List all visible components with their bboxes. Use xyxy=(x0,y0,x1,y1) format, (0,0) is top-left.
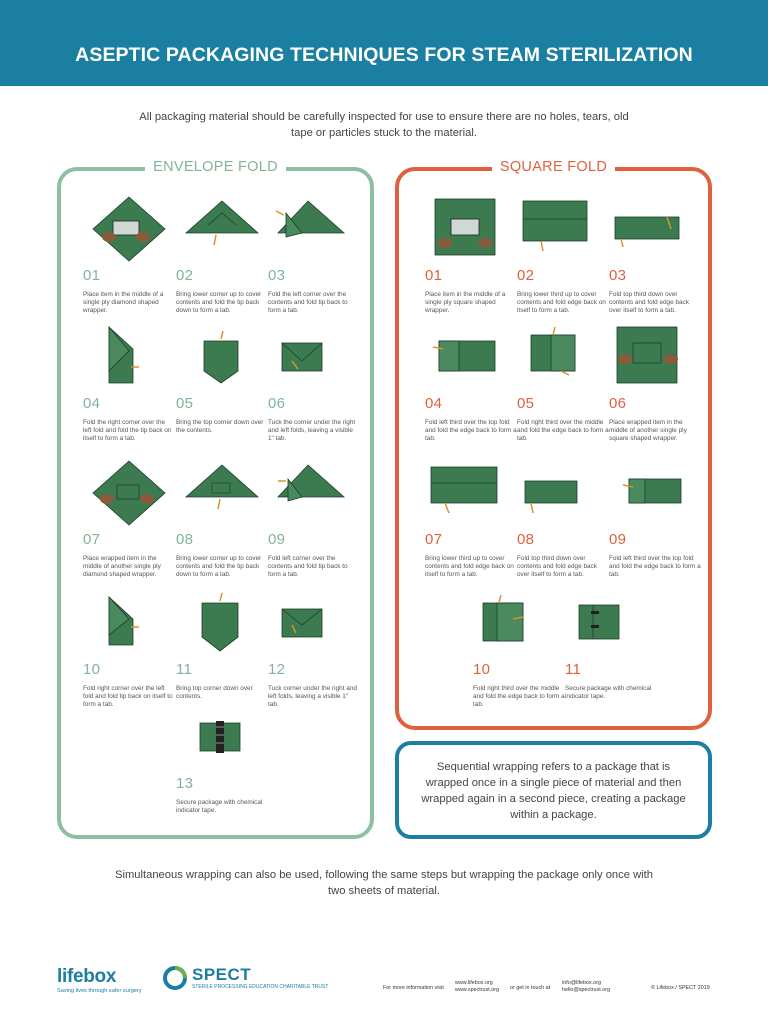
step-description: Bring the top corner down over the contents. xyxy=(176,419,264,434)
step-number: 04 xyxy=(425,395,443,412)
more-info-label: For more information visit xyxy=(383,985,444,991)
square-fold-illustration xyxy=(517,457,609,527)
contact-label: or get in touch at xyxy=(510,985,551,991)
step-number: 06 xyxy=(609,395,627,412)
envelope-fold-illustration xyxy=(83,587,175,657)
step-number: 05 xyxy=(176,395,194,412)
step-description: Fold the left corner over the contents and fold tip back to form a tab. xyxy=(268,291,348,314)
sequential-wrapping-text: Sequential wrapping refers to a package that is wrapped once in a single piece of material and then wrapped again in a second piece, creating a package within a package. xyxy=(421,761,686,821)
envelope-fold-illustration xyxy=(268,587,360,657)
taped-package-illustration xyxy=(565,587,657,657)
step-number: 05 xyxy=(517,395,535,412)
step-number: 12 xyxy=(268,661,286,678)
step-description: Tuck corner under the right and left folds, leaving a visible 1" tab. xyxy=(268,685,357,708)
envelope-fold-illustration xyxy=(268,457,360,527)
step-description: Fold left third over the top fold and fold the edge back to form a tab. xyxy=(425,419,517,442)
square-fold-illustration xyxy=(517,193,609,263)
step-description: Bring lower third up to cover contents and fold edge back on itself to form a tab. xyxy=(517,291,606,314)
step-description: Bring lower third up to cover contents and fold edge back on itself to form a tab. xyxy=(425,555,514,578)
taped-package-illustration xyxy=(176,701,268,771)
spect-ring-icon xyxy=(162,965,188,991)
square-fold-title: SQUARE FOLD xyxy=(492,159,615,175)
step-number: 04 xyxy=(83,395,101,412)
square-fold-illustration xyxy=(517,321,609,391)
lifebox-website[interactable]: www.lifebox.org xyxy=(455,980,493,986)
step-number: 06 xyxy=(268,395,286,412)
step-description: Place wrapped item in the middle of another single ply square shaped wrapper. xyxy=(609,419,687,442)
square-wrapper-illustration xyxy=(425,193,517,263)
step-description: Fold right third over the middle and fold the edge back to form a tab. xyxy=(517,419,609,442)
spect-email[interactable]: hello@spectrust.org xyxy=(562,987,611,993)
step-number: 13 xyxy=(176,775,194,792)
step-number: 02 xyxy=(176,267,194,284)
step-description: Bring lower corner up to cover contents and fold the tip back down to form a tab. xyxy=(176,555,262,578)
step-number: 08 xyxy=(176,531,194,548)
spect-tagline: STERILE PROCESSING EDUCATION CHARITABLE TRUST xyxy=(192,984,329,990)
step-number: 03 xyxy=(268,267,286,284)
lifebox-wordmark: lifebox xyxy=(57,966,117,987)
step-description: Fold right corner over the left fold and fold tip back on itself to form a tab. xyxy=(83,685,173,708)
envelope-fold-illustration xyxy=(83,321,175,391)
envelope-fold-illustration xyxy=(268,321,360,391)
lifebox-tagline: Saving lives through safer surgery xyxy=(57,988,142,994)
square-fold-illustration xyxy=(609,457,701,527)
spect-wordmark: SPECT xyxy=(192,965,252,984)
lifebox-email[interactable]: info@lifebox.org xyxy=(562,980,602,986)
header-banner xyxy=(0,0,768,86)
step-description: Fold left corner over the contents and fold tip back to form a tab. xyxy=(268,555,348,578)
envelope-fold-illustration xyxy=(176,457,268,527)
step-description: Fold left third over the top fold and fold the edge back to form a tab. xyxy=(609,555,701,578)
step-number: 02 xyxy=(517,267,535,284)
step-number: 03 xyxy=(609,267,627,284)
page-title: ASEPTIC PACKAGING TECHNIQUES FOR STEAM STERILIZATION xyxy=(75,44,693,66)
square-wrapper-illustration xyxy=(609,321,701,391)
copyright: © Lifebox / SPECT 2019 xyxy=(651,985,710,991)
step-description: Fold the right corner over the left fold and fold the tip back on itself to form a tab. xyxy=(83,419,172,442)
envelope-fold-panel xyxy=(57,159,374,839)
step-number: 07 xyxy=(425,531,443,548)
simultaneous-wrapping-text: Simultaneous wrapping can also be used, following the same steps but wrapping the package only once with two sheets of material. xyxy=(115,869,653,897)
step-number: 09 xyxy=(268,531,286,548)
step-description: Fold top third down over contents and fold edge back over itself to form a tab. xyxy=(517,555,597,578)
spect-website[interactable]: www.spectrust.org xyxy=(455,987,500,993)
square-fold-illustration xyxy=(473,587,565,657)
step-description: Bring top corner down over contents. xyxy=(176,685,253,700)
square-fold-illustration xyxy=(425,321,517,391)
diamond-wrapper-illustration xyxy=(83,193,175,263)
step-number: 01 xyxy=(425,267,443,284)
sequential-wrapping-box xyxy=(395,741,712,839)
step-description: Secure package with chemical indicator tape. xyxy=(565,685,652,700)
step-number: 07 xyxy=(83,531,101,548)
diamond-wrapper-illustration xyxy=(83,457,175,527)
step-description: Fold right third over the middle and fold the edge back to form a tab. xyxy=(473,685,565,708)
step-description: Tuck the corner under the right and left folds, leaving a visible 1" tab. xyxy=(268,419,356,442)
square-fold-illustration xyxy=(425,457,517,527)
step-number: 11 xyxy=(176,661,193,678)
step-description: Secure package with chemical indicator tape. xyxy=(176,799,263,814)
square-fold-illustration xyxy=(609,193,701,263)
envelope-fold-illustration xyxy=(268,193,360,263)
footer xyxy=(0,960,768,1000)
step-description: Place item in the middle of a single ply square shaped wrapper. xyxy=(425,291,506,314)
step-description: Bring lower corner up to cover contents and fold the tip back down to form a tab. xyxy=(176,291,262,314)
step-number: 09 xyxy=(609,531,627,548)
step-number: 01 xyxy=(83,267,101,284)
step-description: Place item in the middle of a single ply diamond shaped wrapper. xyxy=(83,291,164,314)
envelope-fold-illustration xyxy=(176,587,268,657)
step-description: Place wrapped item in the middle of another single ply diamond shaped wrapper. xyxy=(83,555,161,578)
lifebox-logo xyxy=(57,966,142,994)
step-number: 10 xyxy=(473,661,491,678)
envelope-fold-illustration xyxy=(176,321,268,391)
step-number: 08 xyxy=(517,531,535,548)
envelope-fold-illustration xyxy=(176,193,268,263)
intro-text: All packaging material should be carefully inspected for use to ensure there are no holes, tears, old tape or particles stuck to the material. xyxy=(139,111,629,139)
envelope-fold-title: ENVELOPE FOLD xyxy=(145,159,286,175)
step-number: 11 xyxy=(565,661,582,678)
step-number: 10 xyxy=(83,661,101,678)
square-fold-panel xyxy=(395,159,712,730)
step-description: Fold top third down over contents and fold edge back over itself to form a tab. xyxy=(609,291,689,314)
